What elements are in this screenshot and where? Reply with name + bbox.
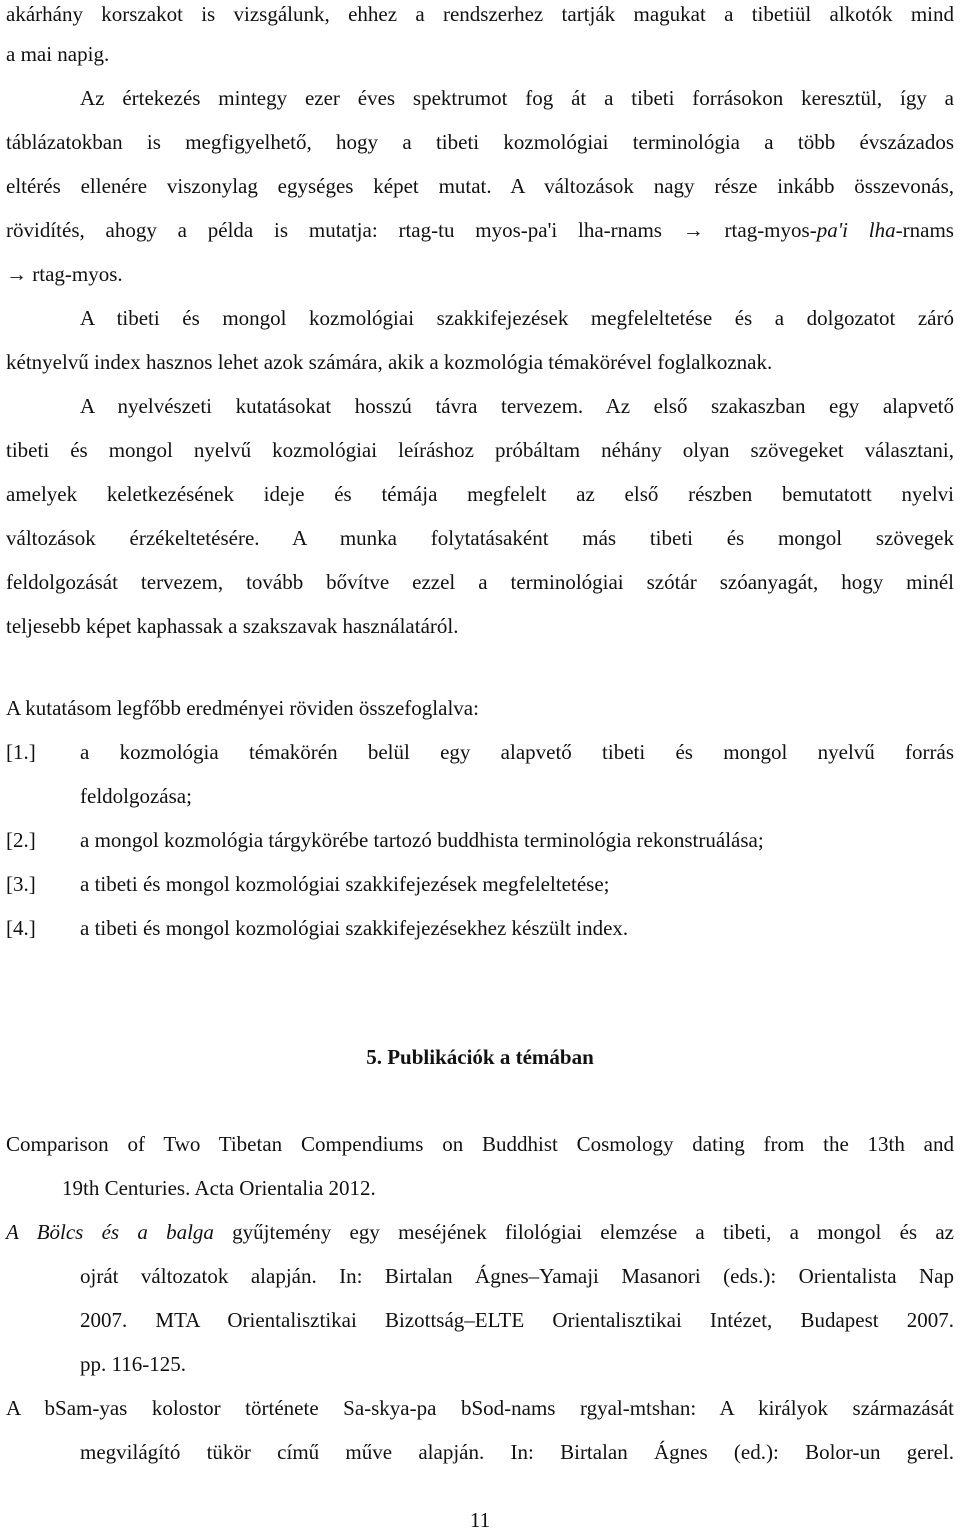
body-text-line: eltérés ellenére viszonylag egységes képet mutat. A változások nagy része inkább összevonás, bbox=[6, 174, 954, 198]
publication-title: A Bölcs és a balga bbox=[6, 1220, 214, 1244]
publication-entry-line: 2007. MTA Orientalisztikai Bizottság–ELTE Orientalisztikai Intézet, Budapest 2007. bbox=[80, 1308, 954, 1332]
section-heading: 5. Publikációk a témában bbox=[366, 1045, 594, 1069]
italic-text-run: pa'i lha bbox=[816, 218, 896, 242]
body-text-line bbox=[6, 216, 954, 244]
list-item-text: a kozmológia témakörén belül egy alapvető tibeti és mongol nyelvű forrás bbox=[80, 740, 954, 764]
body-text-line: Az értekezés mintegy ezer éves spektrumot fog át a tibeti forrásokon keresztül, így a bbox=[80, 86, 954, 110]
list-item-text: a tibeti és mongol kozmológiai szakkifejezések megfeleltetése; bbox=[80, 872, 610, 896]
text-run: rövidítés, ahogy a példa is mutatja: rtag-tu myos-pa'i lha-rnams → rtag-myos- bbox=[6, 218, 817, 242]
body-text-line: táblázatokban is megfigyelhető, hogy a tibeti kozmológiai terminológia a több évszázados bbox=[6, 130, 954, 154]
list-item-number: [2.] bbox=[6, 828, 36, 852]
body-text-line: A nyelvészeti kutatásokat hosszú távra tervezem. Az első szakaszban egy alapvető bbox=[80, 394, 954, 418]
body-text-line: változások érzékeltetésére. A munka folytatásaként más tibeti és mongol szövegek bbox=[6, 526, 954, 550]
body-text-line: A tibeti és mongol kozmológiai szakkifejezések megfeleltetése és a dolgozatot záró bbox=[80, 306, 954, 330]
body-text-line: amelyek keletkezésének ideje és témája megfelelt az első részben bemutatott nyelvi bbox=[6, 482, 954, 506]
body-text-line: feldolgozását tervezem, tovább bővítve ezzel a terminológiai szótár szóanyagát, hogy minél bbox=[6, 570, 954, 594]
page-number: 11 bbox=[469, 1508, 491, 1532]
publication-entry-line: 19th Centuries. Acta Orientalia 2012. bbox=[62, 1176, 376, 1200]
publication-entry-line bbox=[6, 1218, 954, 1246]
list-item-text: a mongol kozmológia tárgykörébe tartozó buddhista terminológia rekonstruálása; bbox=[80, 828, 764, 852]
list-item-text-continued: feldolgozása; bbox=[80, 784, 192, 808]
list-item-number: [1.] bbox=[6, 740, 36, 764]
body-text-line: akárhány korszakot is vizsgálunk, ehhez a rendszerhez tartják magukat a tibetiül alkotók mind bbox=[6, 2, 954, 26]
publication-entry-line: megvilágító tükör című műve alapján. In: Birtalan Ágnes (ed.): Bolor-un gerel. bbox=[80, 1440, 954, 1464]
body-text-line: → rtag-myos. bbox=[6, 262, 123, 286]
body-text-line: kétnyelvű index hasznos lehet azok számára, akik a kozmológia témakörével foglalkoznak. bbox=[6, 350, 773, 374]
publication-entry-line: Comparison of Two Tibetan Compendiums on Buddhist Cosmology dating from the 13th and bbox=[6, 1132, 954, 1156]
list-item-text: a tibeti és mongol kozmológiai szakkifejezésekhez készült index. bbox=[80, 916, 629, 940]
body-text-line: a mai napig. bbox=[6, 42, 110, 66]
text-run: -rnams bbox=[895, 218, 954, 242]
publication-entry-line: pp. 116-125. bbox=[80, 1352, 186, 1376]
body-text-line: tibeti és mongol nyelvű kozmológiai leíráshoz próbáltam néhány olyan szövegeket választani, bbox=[6, 438, 954, 462]
list-item-number: [4.] bbox=[6, 916, 36, 940]
publication-entry-line: A bSam-yas kolostor története Sa-skya-pa bSod-nams rgyal-mtshan: A királyok származását bbox=[6, 1396, 954, 1420]
publication-entry-line: ojrát változatok alapján. In: Birtalan Ágnes–Yamaji Masanori (eds.): Orientalista Nap bbox=[80, 1264, 954, 1288]
list-item-number: [3.] bbox=[6, 872, 36, 896]
results-intro: A kutatásom legfőbb eredményei röviden összefoglalva: bbox=[6, 696, 479, 720]
body-text-line: teljesebb képet kaphassak a szakszavak használatáról. bbox=[6, 614, 459, 638]
text-run: gyűjtemény egy meséjének filológiai elemzése a tibeti, a mongol és az bbox=[213, 1220, 954, 1244]
